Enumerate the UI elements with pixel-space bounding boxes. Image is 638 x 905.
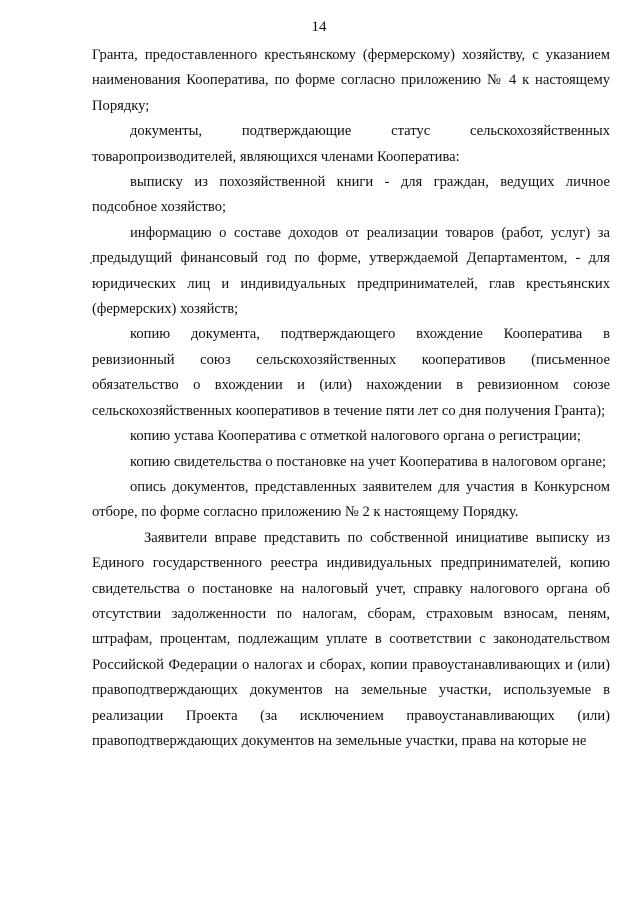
paragraph-charter-copy: копию устава Кооператива с отметкой налогового органа о регистрации; (130, 428, 581, 445)
document-body (92, 43, 610, 754)
paragraph-tax-certificate: копию свидетельства о постановке на учет Кооператива в налоговом органе; (130, 453, 607, 470)
paragraph-household-book: выписку из похозяйственной книги - для граждан, ведущих личное подсобное хозяйство; (92, 174, 610, 216)
paragraph-audit-union: копию документа, подтверждающего вхождение Кооператива в ревизионный союз сельскохозяйственных кооперативов (письменное обязательство о вхождении и (или) нахождении в ревизионном союзе сельскохозяйственных кооперативов в течение пяти лет со дня получения Гранта); (92, 326, 610, 419)
paragraph-document-inventory: опись документов, представленных заявителем для участия в Конкурсном отборе, по форме согласно приложению № 2 к настоящему Порядку. (92, 478, 610, 521)
paragraph-grant-continuation: Гранта, предоставленного крестьянскому (фермерскому) хозяйству, с указанием наименования Кооператива, по форме согласно приложению № 4 к настоящему Порядку; (92, 47, 610, 114)
paragraph-income-info: информацию о составе доходов от реализации товаров (работ, услуг) за предыдущий финансовый год по форме, утверждаемой Департаментом, - для юридических лиц и индивидуальных предпринимателей, глав крестьянских (фермерских) хозяйств; (92, 224, 610, 318)
paragraph-status-documents: документы, подтверждающие статус сельскохозяйственных товаропроизводителей, являющихся членами Кооператива: (92, 123, 610, 165)
page-number: 14 (311, 19, 327, 35)
paragraph-applicants-right: Заявители вправе представить по собственной инициативе выписку из Единого государственного реестра индивидуальных предпринимателей, копию свидетельства о постановке на налоговый учет, справку налогового органа об отсутствии задолженности по налогам, сборам, страховым взносам, пеням, штрафам, процентам, подлежащим уплате в соответствии с законодательством Российской Федерации о налогах и сборах, копии правоустанавливающих и (или) правоподтверждающих документов на земельные участки, используемые в реализации Проекта (за исключением правоустанавливающих (или) правоподтверждающих документов на земельные участки, права на которые не (92, 529, 610, 749)
